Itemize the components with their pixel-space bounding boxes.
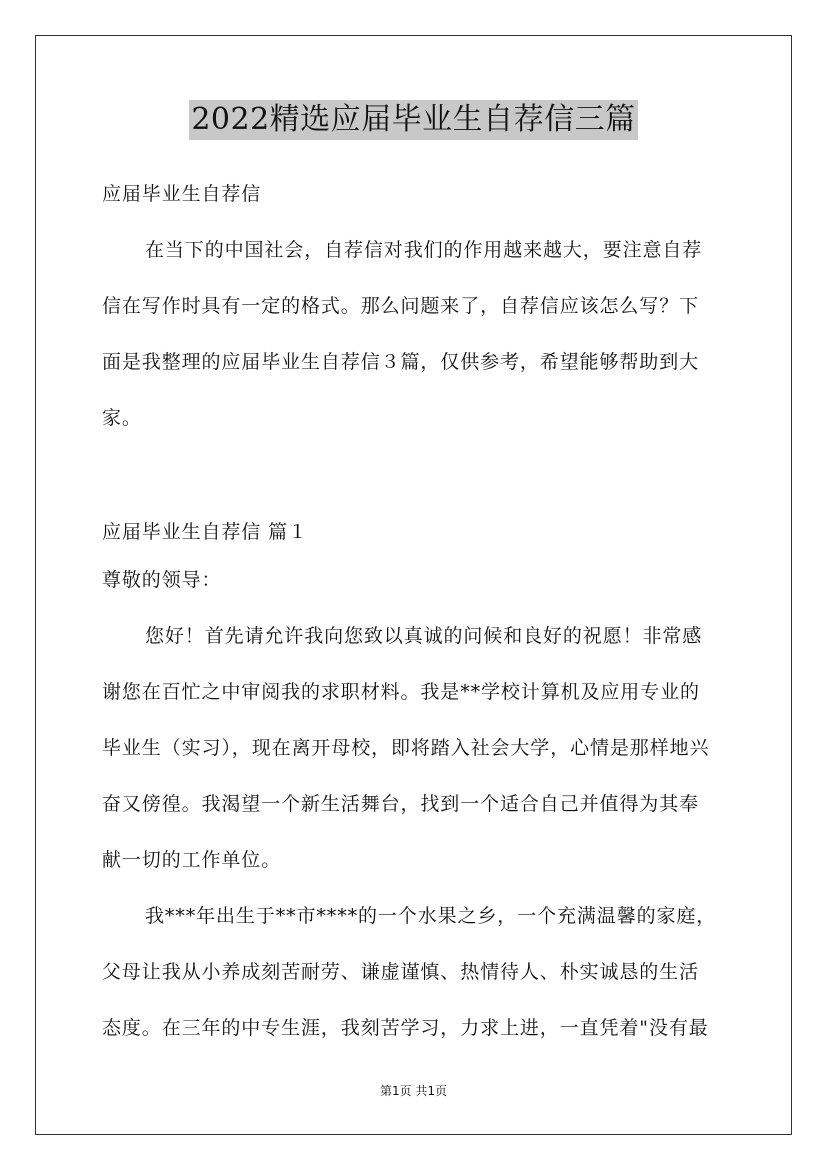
letter-paragraph-1 [102,608,730,888]
spacer [102,552,730,560]
document-title: 2022精选应届毕业生自荐信三篇 [189,100,637,140]
paragraph-line: 态度。在三年的中专生涯，我刻苦学习，力求上进，一直凭着"没有最 [102,1017,709,1039]
page-footer: 第1页 共1页 [379,1084,448,1098]
spacer [102,214,730,222]
title-container [0,100,827,140]
spacer [102,600,730,608]
paragraph-line: 面是我整理的应届毕业生自荐信３篇，仅供参考，希望能够帮助到大 [102,351,700,373]
paragraph-line: 献一切的工作单位。 [102,849,282,871]
paragraph-line: 家。 [102,407,142,429]
paragraph-line: 谢您在百忙之中审阅我的求职材料。我是**学校计算机及应用专业的 [102,681,700,703]
document-body [102,174,730,1056]
section-heading: 应届毕业生自荐信 [102,183,262,205]
letter-paragraph-2 [102,888,730,1056]
paragraph-line: 我***年出生于**市****的一个水果之乡，一个充满温馨的家庭， [145,905,717,927]
paragraph-line: 信在写作时具有一定的格式。那么问题来了，自荐信应该怎么写？下 [102,295,700,317]
letter-heading: 应届毕业生自荐信 篇１ [102,521,308,543]
salutation: 尊敬的领导： [102,569,222,591]
paragraph-line: 您好！首先请允许我向您致以真诚的问候和良好的祝愿！非常感 [145,625,703,647]
paragraph-line: 在当下的中国社会，自荐信对我们的作用越来越大，要注意自荐 [145,239,703,261]
spacer [102,446,730,512]
paragraph-line: 父母让我从小养成刻苦耐劳、谦虚谨慎、热情待人、朴实诚恳的生活 [102,961,700,983]
intro-paragraph [102,222,730,446]
paragraph-line: 奋又傍徨。我渴望一个新生活舞台，找到一个适合自己并值得为其奉 [102,793,700,815]
paragraph-line: 毕业生（实习），现在离开母校，即将踏入社会大学，心情是那样地兴 [102,737,710,759]
